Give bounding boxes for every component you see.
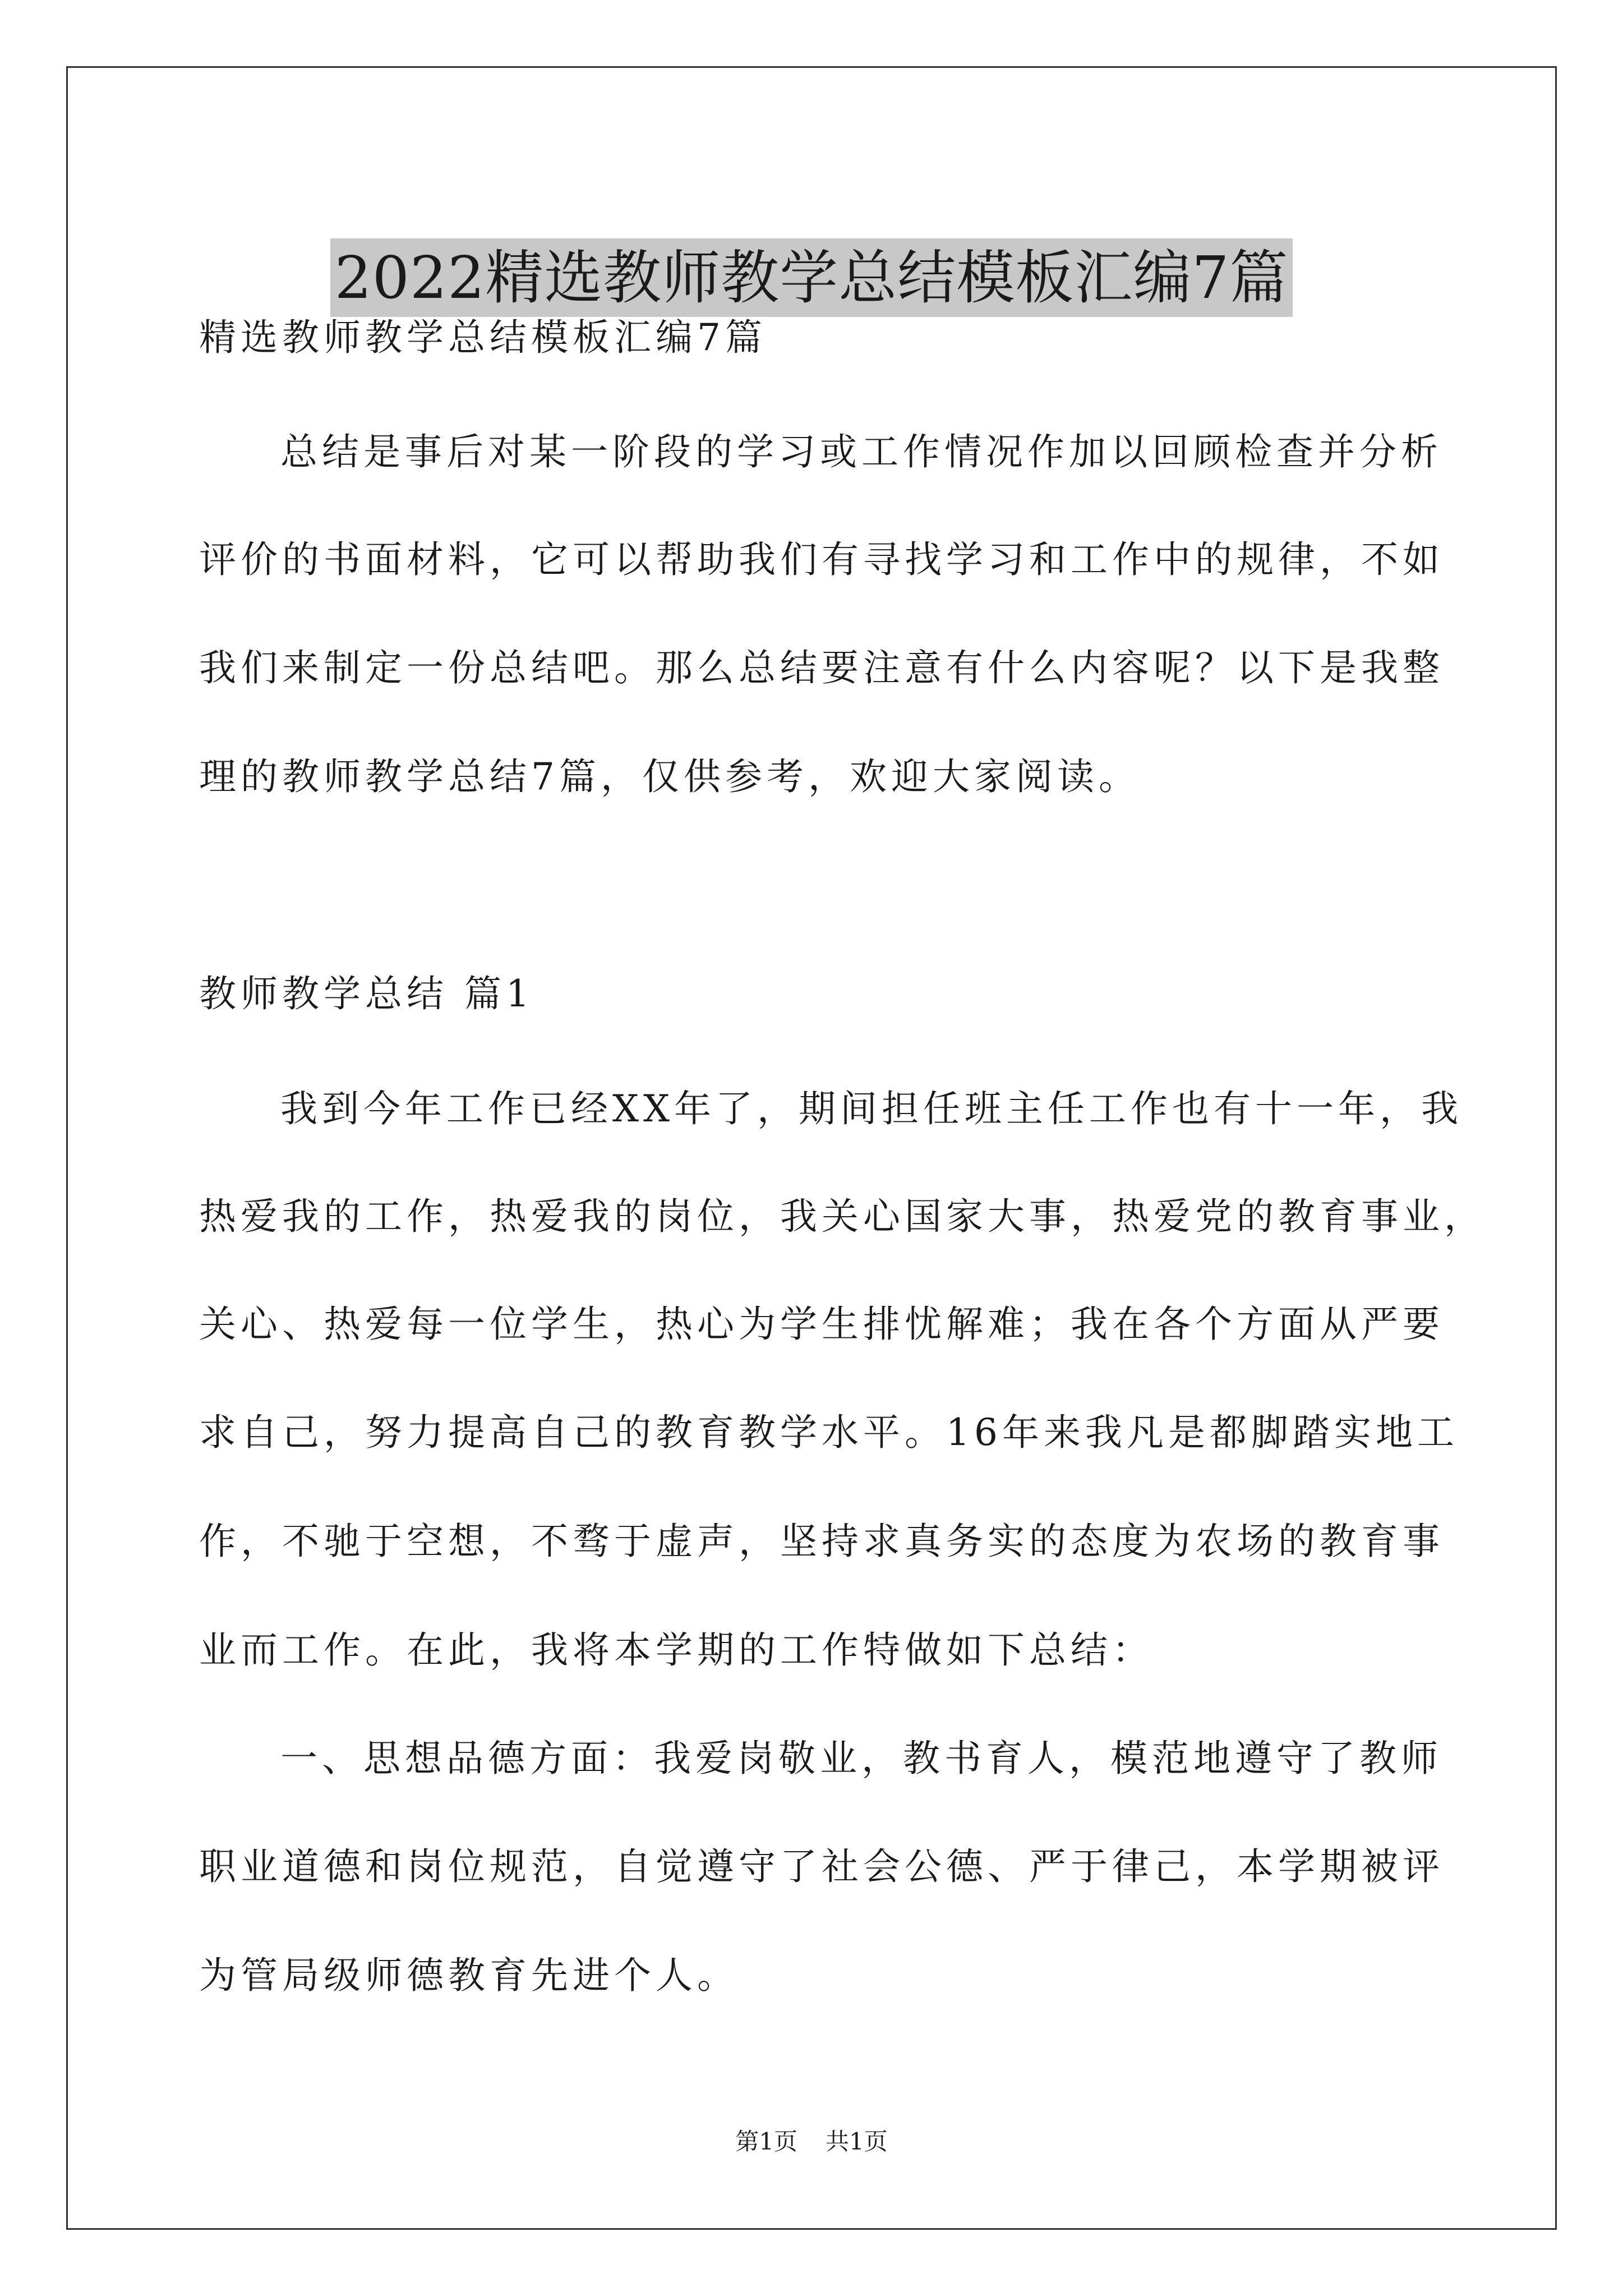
intro-line: 我们来制定一份总结吧。那么总结要注意有什么内容呢？以下是我整 <box>199 646 1444 689</box>
paragraph-line: 热爱我的工作，热爱我的岗位，我关心国家大事，热爱党的教育事业， <box>199 1195 1486 1238</box>
paragraph-line: 一、思想品德方面：我爱岗敬业，教书育人，模范地遵守了教师 <box>280 1737 1442 1780</box>
intro-line: 总结是事后对某一阶段的学习或工作情况作加以回顾检查并分析 <box>280 430 1442 473</box>
page-total: 共1页 <box>826 2128 888 2155</box>
page-footer <box>0 2126 1623 2157</box>
paragraph-line: 职业道德和岗位规范，自觉遵守了社会公德、严于律己，本学期被评 <box>199 1845 1444 1888</box>
paragraph-line: 为管局级师德教育先进个人。 <box>199 1954 739 1997</box>
document-subtitle: 精选教师教学总结模板汇编7篇 <box>199 316 767 359</box>
paragraph-line: 关心、热爱每一位学生，热心为学生排忧解难；我在各个方面从严要 <box>199 1303 1444 1346</box>
paragraph-line: 我到今年工作已经XX年了，期间担任班主任工作也有十一年，我 <box>280 1087 1463 1130</box>
page-number: 第1页 <box>735 2128 797 2155</box>
intro-line: 理的教师教学总结7篇，仅供参考，欢迎大家阅读。 <box>199 755 1140 798</box>
page-border <box>66 66 1557 2230</box>
intro-line: 评价的书面材料，它可以帮助我们有寻找学习和工作中的规律，不如 <box>199 538 1444 581</box>
section-heading: 教师教学总结 篇1 <box>199 972 534 1015</box>
paragraph-line: 作，不驰于空想，不骛于虚声，坚持求真务实的态度为农场的教育事 <box>199 1520 1444 1563</box>
paragraph-line: 业而工作。在此，我将本学期的工作特做如下总结： <box>199 1628 1154 1672</box>
document-title: 2022精选教师教学总结模板汇编7篇 <box>330 238 1293 317</box>
paragraph-line: 求自己，努力提高自己的教育教学水平。16年来我凡是都脚踏实地工 <box>199 1411 1459 1454</box>
